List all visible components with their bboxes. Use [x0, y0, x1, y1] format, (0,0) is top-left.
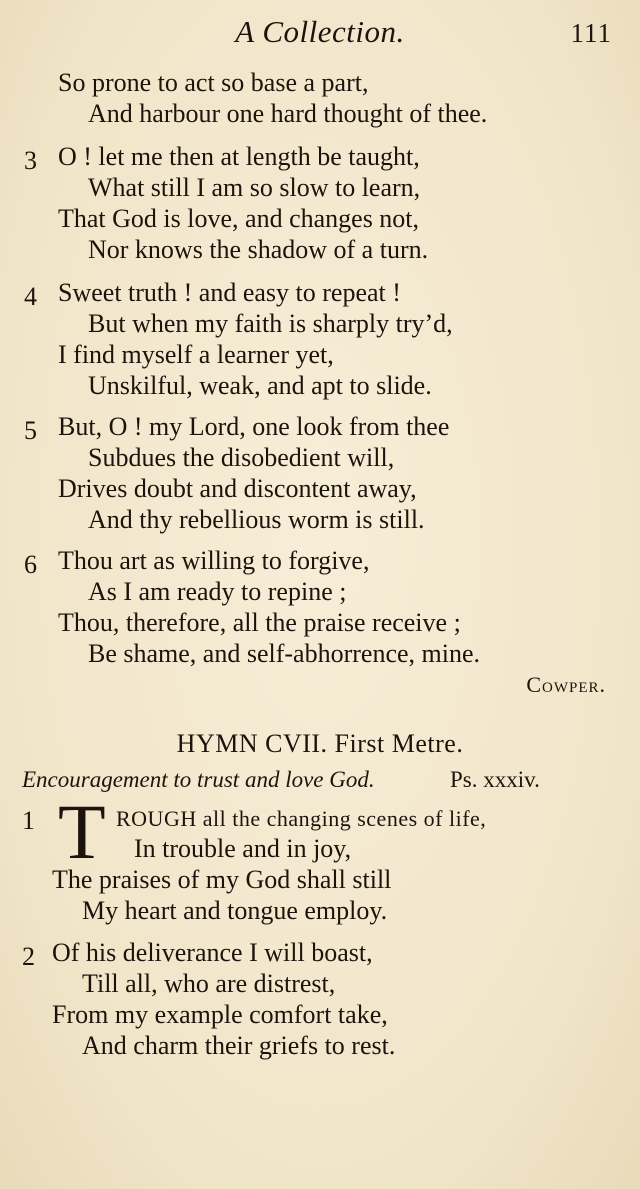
verse-line: Subdues the disobedient will,	[88, 443, 395, 472]
verse-line: From my example comfort take,	[52, 1000, 388, 1029]
stanza-number: 1	[22, 806, 35, 835]
verse-line: And charm their griefs to rest.	[82, 1031, 396, 1060]
drop-cap: T	[58, 788, 106, 875]
verse-line: ROUGH all the changing scenes of life,	[116, 806, 487, 831]
verse-line: The praises of my God shall still	[52, 865, 392, 894]
verse-line: In trouble and in joy,	[134, 834, 352, 863]
hymn-subtitle: Encouragement to trust and love God.	[22, 767, 375, 792]
running-title: A Collection.	[235, 14, 405, 49]
verse-line: Sweet truth ! and easy to repeat !	[58, 278, 401, 307]
page-number: 111	[570, 18, 612, 48]
stanza-number: 6	[24, 550, 37, 579]
verse-line: Of his deliverance I will boast,	[52, 938, 373, 967]
verse-line: Thou art as willing to forgive,	[58, 546, 370, 575]
verse-line: Till all, who are distrest,	[82, 969, 336, 998]
verse-line: My heart and tongue employ.	[82, 896, 388, 925]
verse-line: But when my faith is sharply try’d,	[88, 309, 453, 338]
verse-line: That God is love, and changes not,	[58, 204, 420, 233]
verse-line: As I am ready to repine ;	[88, 577, 347, 606]
verse-line: What still I am so slow to learn,	[88, 173, 421, 202]
verse-line: So prone to act so base a part,	[58, 68, 369, 97]
verse-line: Thou, therefore, all the praise receive ;	[58, 608, 461, 637]
author-signature: Cowper.	[526, 672, 606, 697]
stanza-number: 3	[24, 146, 37, 175]
stanza-number: 2	[22, 942, 35, 971]
verse-line: Nor knows the shadow of a turn.	[88, 235, 429, 264]
stanza-number: 5	[24, 416, 37, 445]
verse-line: Drives doubt and discontent away,	[58, 474, 417, 503]
verse-line: Be shame, and self-abhorrence, mine.	[88, 639, 481, 668]
verse-line: And thy rebellious worm is still.	[88, 505, 425, 534]
psalm-reference: Ps. xxxiv.	[450, 767, 540, 792]
verse-line: But, O ! my Lord, one look from thee	[58, 412, 450, 441]
verse-line: O ! let me then at length be taught,	[58, 142, 420, 171]
hymn-heading: HYMN CVII. First Metre.	[176, 729, 464, 758]
verse-line: Unskilful, weak, and apt to slide.	[88, 371, 432, 400]
verse-line: And harbour one hard thought of thee.	[88, 99, 488, 128]
stanza-number: 4	[24, 282, 37, 311]
verse-line: I find myself a learner yet,	[58, 340, 334, 369]
